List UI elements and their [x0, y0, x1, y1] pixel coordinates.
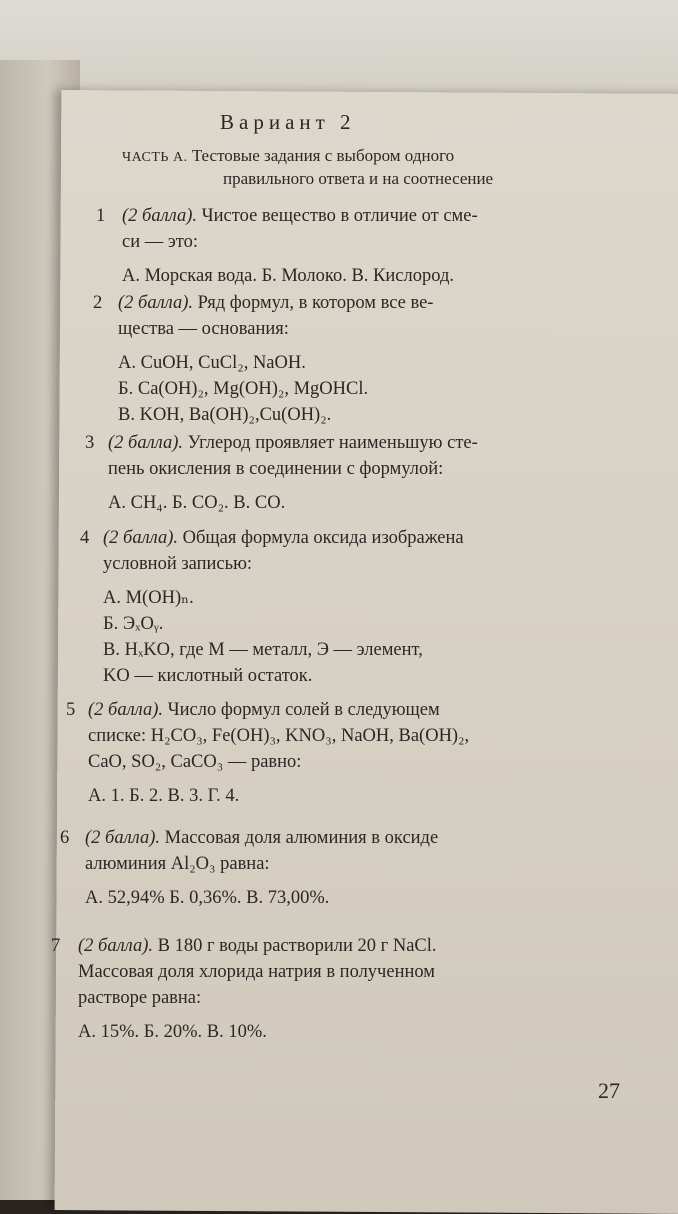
question-body	[88, 697, 469, 809]
answer-options: А. 15%. Б. 20%. В. 10%.	[78, 1022, 267, 1042]
question-number: 4	[80, 528, 90, 548]
question-text-line2: щества — основания:	[118, 319, 289, 339]
question-text-line2: Массовая доля хлорида натрия в полученном	[78, 962, 435, 982]
question-number: 6	[60, 828, 70, 848]
part-label: ЧАСТЬ А.	[122, 150, 188, 165]
part-heading	[122, 145, 622, 189]
answer-options: А. 52,94% Б. 0,36%. В. 73,00%.	[85, 888, 330, 908]
question-points: (2 балла).	[103, 528, 178, 548]
answer-option-a: А. CuOH, CuCl₂, NaOH.	[118, 353, 306, 373]
answer-options: А. 1. Б. 2. В. 3. Г. 4.	[88, 786, 240, 806]
question-body	[103, 525, 464, 689]
question-points: (2 балла).	[85, 828, 160, 848]
part-heading-line1	[122, 145, 622, 168]
question-points: (2 балла).	[78, 936, 153, 956]
answer-option-b: Б. ЭₓOᵧ.	[103, 614, 164, 634]
question-number: 1	[96, 206, 106, 226]
question-points: (2 балла).	[108, 433, 183, 453]
question-points: (2 балла).	[122, 206, 197, 226]
question-number: 5	[66, 700, 76, 720]
question-body	[122, 203, 478, 289]
question-text-line3: CaO, SO₂, CaCO₃ — равно:	[88, 752, 302, 772]
question-body	[108, 430, 478, 516]
question-text-line1: Массовая доля алюминия в оксиде	[164, 828, 439, 848]
page-number: 27	[598, 1078, 620, 1103]
question-text-line2: условной записью:	[103, 554, 253, 574]
question-number: 2	[93, 293, 103, 313]
answer-option-b: Б. Ca(OH)₂, Mg(OH)₂, MgOHCl.	[118, 379, 369, 399]
answer-option-c-cont: KO — кислотный остаток.	[103, 666, 313, 686]
question-text-line1: Чистое вещество в отличие от сме-	[201, 206, 478, 226]
answer-option-c: В. KOH, Ba(OH)₂,Cu(OH)₂.	[118, 405, 332, 425]
question-points: (2 балла).	[118, 293, 193, 313]
question-text-line2: списке: H₂CO₃, Fe(OH)₃, KNO₃, NaOH, Ba(OH)₂,	[88, 726, 470, 746]
question-body	[78, 933, 437, 1045]
question-text-line2: алюминия Al₂O₃ равна:	[85, 854, 270, 874]
answer-option-c: В. HₓKO, где M — металл, Э — элемент,	[103, 640, 423, 660]
question-text-line3: растворе равна:	[78, 988, 202, 1008]
question-text-line1: Углерод проявляет наименьшую сте-	[187, 433, 478, 453]
question-text-line2: пень окисления в соединении с формулой:	[108, 459, 444, 479]
answer-options: А. Морская вода. Б. Молоко. В. Кислород.	[122, 266, 454, 286]
question-text-line2: си — это:	[122, 232, 199, 252]
answer-options: А. CH₄. Б. CO₂. В. CO.	[108, 493, 286, 513]
question-points: (2 балла).	[88, 700, 163, 720]
answer-option-a: А. M(OH)ₙ.	[103, 588, 194, 608]
part-line1-text: Тестовые задания с выбором одного	[191, 146, 455, 165]
question-number: 3	[85, 433, 95, 453]
question-text-line1: В 180 г воды растворили 20 г NaCl.	[157, 936, 437, 956]
part-heading-line2: правильного ответа и на соотнесение	[223, 169, 494, 188]
question-number: 7	[51, 936, 61, 956]
question-body	[118, 290, 433, 428]
question-text-line1: Общая формула оксида изображена	[182, 528, 464, 548]
question-text-line1: Ряд формул, в котором все ве-	[197, 293, 434, 313]
question-body	[85, 825, 438, 911]
question-text-line1: Число формул солей в следующем	[167, 700, 440, 720]
variant-title: Вариант 2	[220, 110, 356, 134]
